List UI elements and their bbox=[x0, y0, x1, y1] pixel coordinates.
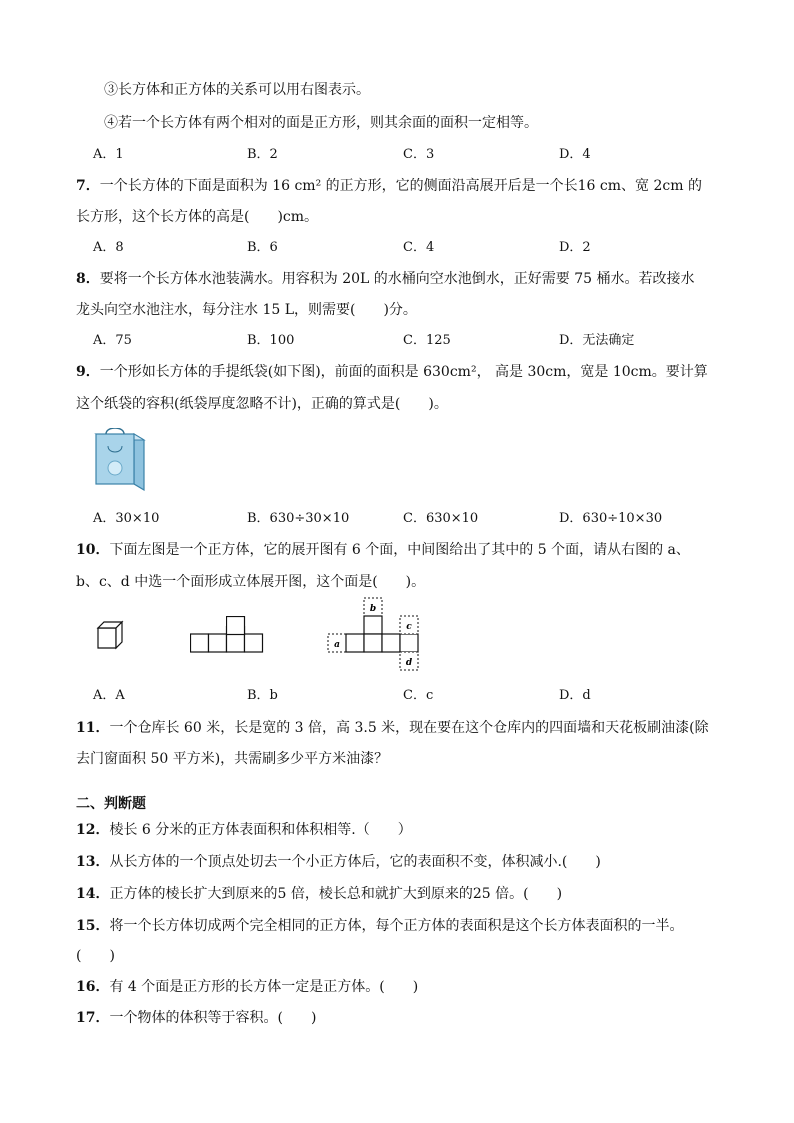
q14-text: 正方体的棱长扩大到原来的5 倍，棱长总和就扩大到原来的25 倍。( ) bbox=[109, 886, 563, 902]
q10-text: 下面左图是一个正方体，它的展开图有 6 个面，中间图给出了其中的 5 个面，请从右图的 a、 bbox=[109, 542, 690, 558]
net-label-a: a bbox=[334, 640, 340, 650]
q10-option-c[interactable]: C．c bbox=[403, 688, 434, 703]
bag-side bbox=[134, 434, 144, 490]
q15-number: 15． bbox=[76, 918, 110, 934]
q10-option-a[interactable]: A．A bbox=[93, 688, 125, 703]
q11-text: 一个仓库长 60 米，长是宽的 3 倍，高 3.5 米，现在要在这个仓库内的四面墙和天花板刷油漆(除 bbox=[109, 720, 709, 736]
q7-line-2: 长方形，这个长方体的高是( )cm。 bbox=[76, 209, 319, 225]
q9-option-d[interactable]: D．630÷10×30 bbox=[559, 511, 663, 526]
q12-text: 棱长 6 分米的正方体表面积和体积相等.（ ） bbox=[109, 822, 412, 838]
q15-text: 将一个长方体切成两个完全相同的正方体，每个正方体的表面积是这个长方体表面积的一半。 bbox=[109, 918, 684, 934]
q7-text: 一个长方体的下面是面积为 16 cm² 的正方形，它的侧面沿高展开后是一个长16 cm、宽 2cm 的 bbox=[99, 178, 702, 194]
q16-text: 有 4 个面是正方形的长方体一定是正方体。( ) bbox=[109, 979, 419, 995]
q6-option-d[interactable]: D．4 bbox=[559, 147, 591, 162]
bag-front bbox=[96, 434, 134, 484]
q13-number: 13． bbox=[76, 854, 110, 870]
section-judgement-title: 二、判断题 bbox=[76, 796, 146, 812]
cube-figure bbox=[96, 620, 126, 652]
q8-text: 要将一个长方体水池装满水。用容积为 20L 的水桶向空水池倒水，正好需要 75 桶水。若改接水 bbox=[99, 271, 695, 287]
paper-bag-figure bbox=[94, 428, 150, 492]
q7-option-a[interactable]: A．8 bbox=[93, 240, 124, 255]
q8-option-c[interactable]: C．125 bbox=[403, 333, 451, 348]
q9-number: 9． bbox=[76, 364, 100, 380]
q12-line bbox=[76, 820, 412, 840]
q17-text: 一个物体的体积等于容积。( ) bbox=[109, 1010, 317, 1026]
q8-option-a[interactable]: A．75 bbox=[93, 333, 132, 348]
q6-statement-3: ③长方体和正方体的关系可以用右图表示。 bbox=[104, 82, 370, 98]
q12-number: 12． bbox=[76, 822, 110, 838]
q9-text: 一个形如长方体的手提纸袋(如下图)，前面的面积是 630cm²， 高是 30cm，宽是 10cm。要计算 bbox=[99, 364, 708, 380]
q8-line-2: 龙头向空水池注水，每分注水 15 L，则需要( )分。 bbox=[76, 302, 417, 318]
q17-line bbox=[76, 1008, 316, 1028]
q9-option-a[interactable]: A．30×10 bbox=[93, 511, 160, 526]
q11-line-1 bbox=[76, 718, 709, 738]
q8-number: 8． bbox=[76, 271, 100, 287]
q10-line-2: b、c、d 中选一个面形成立体展开图，这个面是( )。 bbox=[76, 574, 426, 590]
q11-line-2: 去门窗面积 50 平方米)，共需刷多少平方米油漆？ bbox=[76, 751, 389, 767]
q9-option-c[interactable]: C．630×10 bbox=[403, 511, 479, 526]
q7-options bbox=[93, 238, 733, 258]
partial-net-top-face bbox=[226, 616, 246, 636]
q8-line-1 bbox=[76, 269, 694, 289]
q11-number: 11． bbox=[76, 720, 110, 736]
q14-line bbox=[76, 884, 562, 904]
q15-line bbox=[76, 916, 683, 936]
q9-line-1 bbox=[76, 362, 708, 382]
bag-handle bbox=[106, 428, 124, 434]
q13-text: 从长方体的一个顶点处切去一个小正方体后，它的表面积不变，体积减小.( ) bbox=[109, 854, 601, 870]
q9-line-2: 这个纸袋的容积(纸袋厚度忽略不计)，正确的算式是( )。 bbox=[76, 396, 448, 412]
q6-options bbox=[93, 145, 733, 165]
q9-option-b[interactable]: B．630÷30×10 bbox=[247, 511, 350, 526]
net-label-c: c bbox=[406, 622, 412, 632]
q6-option-c[interactable]: C．3 bbox=[403, 147, 435, 162]
net-label-d: d bbox=[405, 658, 413, 668]
q10-line-1 bbox=[76, 540, 690, 560]
q14-number: 14． bbox=[76, 886, 110, 902]
q16-number: 16． bbox=[76, 979, 110, 995]
q6-option-b[interactable]: B．2 bbox=[247, 147, 278, 162]
q10-number: 10． bbox=[76, 542, 110, 558]
q6-statement-4: ④若一个长方体有两个相对的面是正方形，则其余面的面积一定相等。 bbox=[104, 115, 538, 131]
q10-options bbox=[93, 686, 733, 706]
q7-number: 7． bbox=[76, 178, 100, 194]
q8-option-d[interactable]: D．无法确定 bbox=[559, 333, 635, 348]
q7-option-b[interactable]: B．6 bbox=[247, 240, 278, 255]
q6-option-a[interactable]: A．1 bbox=[93, 147, 124, 162]
q7-option-d[interactable]: D．2 bbox=[559, 240, 591, 255]
q7-line-1 bbox=[76, 176, 702, 196]
q10-option-d[interactable]: D．d bbox=[559, 688, 591, 703]
q8-option-b[interactable]: B．100 bbox=[247, 333, 295, 348]
q10-option-b[interactable]: B．b bbox=[247, 688, 278, 703]
q8-options bbox=[93, 331, 733, 351]
q17-number: 17． bbox=[76, 1010, 110, 1026]
q13-line bbox=[76, 852, 601, 872]
q7-option-c[interactable]: C．4 bbox=[403, 240, 435, 255]
candidate-net-figure bbox=[326, 596, 426, 676]
bag-logo bbox=[108, 461, 122, 475]
q15-answer-blank[interactable]: ( ) bbox=[76, 948, 115, 964]
q16-line bbox=[76, 977, 418, 997]
q9-options bbox=[93, 509, 733, 529]
net-label-b: b bbox=[369, 604, 377, 614]
